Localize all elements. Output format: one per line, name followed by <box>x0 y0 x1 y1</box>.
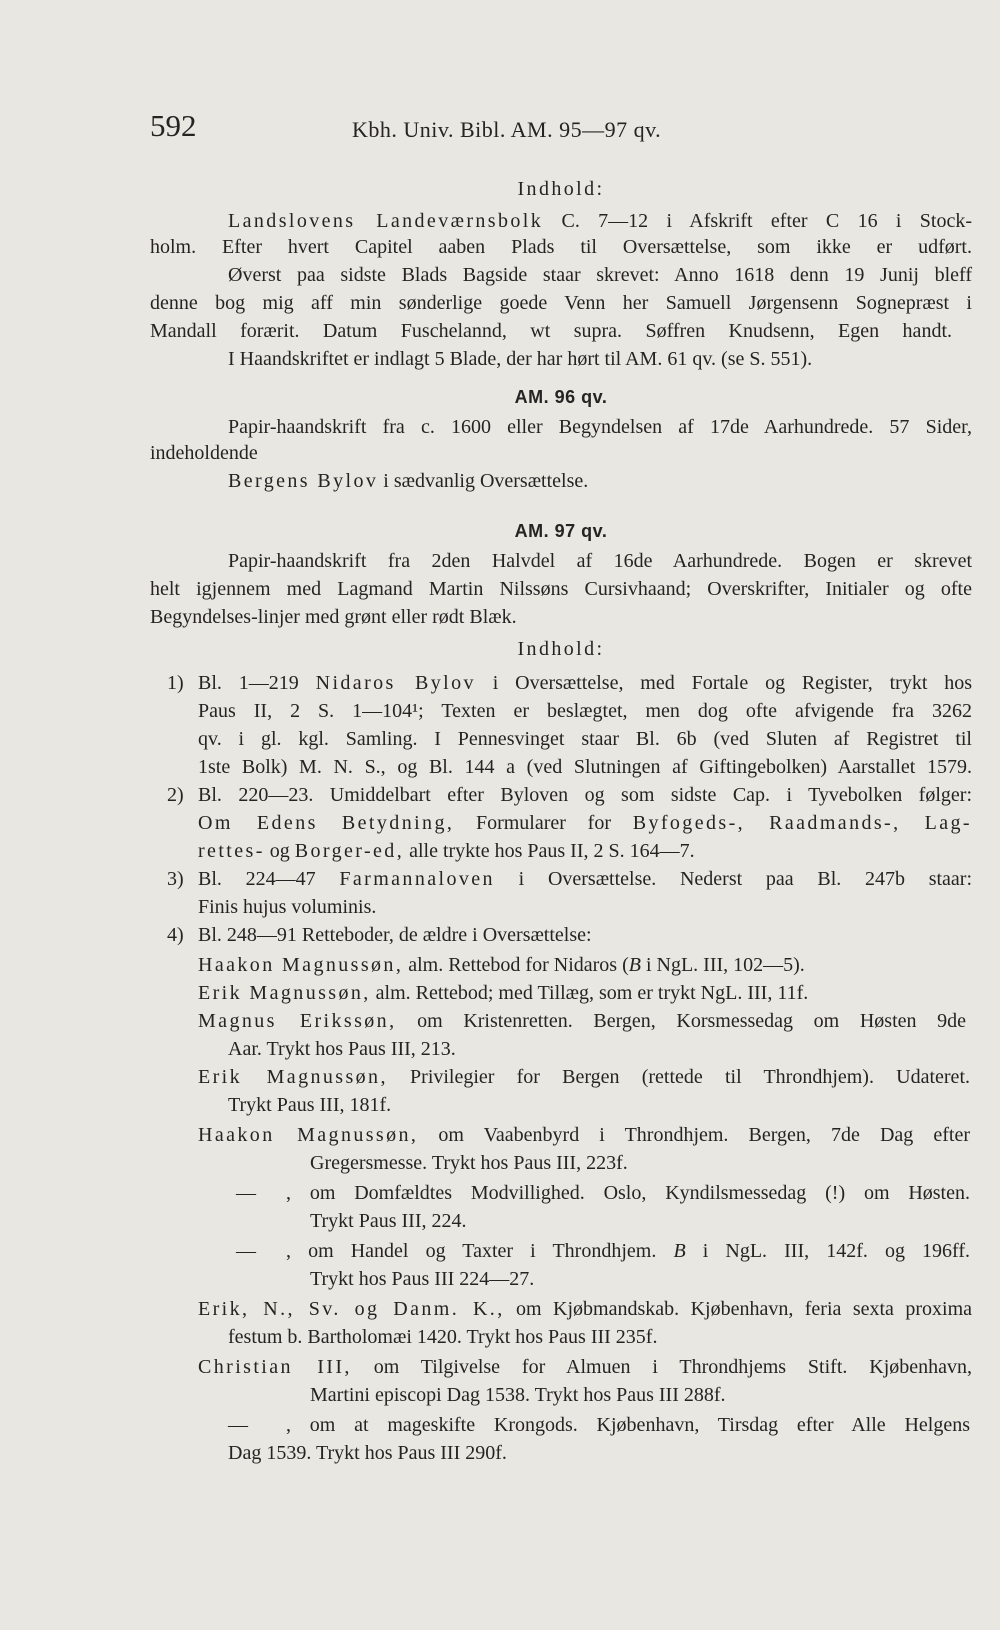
text-line <box>228 208 972 234</box>
text-line: Trykt hos Paus III 224—27. <box>310 1268 535 1290</box>
text-run: B <box>673 1240 686 1262</box>
text-run: om Tilgivelse for Almuen i Throndhjems Stift. Kjøbenhavn, <box>373 1356 973 1378</box>
work-title: Bergens Bylov <box>228 470 379 492</box>
ruler-name: Erik, N., Sv. og Danm. K., <box>198 1298 505 1320</box>
ditto-dash: — <box>228 1414 248 1436</box>
work-title: Landslovens Landeværnsbolk <box>228 210 544 232</box>
text-run: alm. Rettebod; med Tillæg, som er trykt NgL. III, 11f. <box>375 982 809 1004</box>
text-run: i Oversættelse. Nederst paa Bl. 247b staar: <box>518 868 972 890</box>
text-run: B <box>628 954 641 976</box>
text-line: Øverst paa sidste Blads Bagside staar skrevet: Anno 1618 denn 19 Junij bleff <box>228 264 972 286</box>
work-title: Om Edens Betydning, <box>198 812 455 834</box>
item-number: 1) <box>167 672 184 694</box>
ruler-name: Magnus Erikssøn, <box>198 1010 397 1032</box>
text-line: Trykt Paus III, 181f. <box>228 1094 392 1116</box>
text-line: Finis hujus voluminis. <box>198 896 377 918</box>
text-line: denne bog mig aff min sønderlige goede Venn her Samuell Jørgensenn Sognepræst i <box>150 292 972 314</box>
text-line: Trykt Paus III, 224. <box>310 1210 467 1232</box>
contents-heading: Indhold: <box>517 178 605 200</box>
ditto-dash: — <box>236 1182 256 1204</box>
work-title: rettes- <box>198 840 265 862</box>
text-run: C. 7—12 i Afskrift efter C 16 i Stock- <box>561 210 973 232</box>
text-line: I Haandskriftet er indlagt 5 Blade, der har hørt til AM. 61 qv. (se S. 551). <box>228 348 813 370</box>
text-line <box>198 810 972 836</box>
text-line: Paus II, 2 S. 1—104¹; Texten er beslægtet, men dog ofte afvigende fra 3262 <box>198 700 972 722</box>
ruler-name: Haakon Magnussøn, <box>198 954 404 976</box>
text-run: Bl. 224—47 <box>198 868 316 890</box>
text-line <box>286 1238 970 1264</box>
text-line: Begyndelses-linjer med grønt eller rødt Blæk. <box>150 606 517 628</box>
text-line: Papir-haandskrift fra c. 1600 eller Begyndelsen af 17de Aarhundrede. 57 Sider, <box>228 416 972 438</box>
text-line <box>198 670 972 696</box>
text-line: , om at mageskifte Krongods. Kjøbenhavn, Tirsdag efter Alle Helgens <box>286 1414 970 1436</box>
running-head: Kbh. Univ. Bibl. AM. 95—97 qv. <box>352 117 662 142</box>
text-line <box>228 468 1000 494</box>
text-run: i NgL. III, 142f. og 196ff. <box>702 1240 971 1262</box>
text-line: festum b. Bartholomæi 1420. Trykt hos Paus III 235f. <box>228 1326 658 1348</box>
work-title: Byfogeds-, Raadmands-, Lag- <box>632 812 972 834</box>
work-title: Farmannaloven <box>339 868 495 890</box>
text-line: Aar. Trykt hos Paus III, 213. <box>228 1038 456 1060</box>
text-run: og <box>269 840 290 862</box>
text-line: Dag 1539. Trykt hos Paus III 290f. <box>228 1442 507 1464</box>
text-line: Mandall forærit. Datum Fuschelannd, wt supra. Søffren Knudsenn, Egen handt. <box>150 320 952 342</box>
ruler-name: Erik Magnussøn, <box>198 982 371 1004</box>
text-line <box>198 838 1000 864</box>
text-line <box>198 952 1000 978</box>
item-number: 2) <box>167 784 184 806</box>
text-run: om Vaabenbyrd i Throndhjem. Bergen, 7de Dag efter <box>438 1124 970 1146</box>
work-title: Nidaros Bylov <box>315 672 476 694</box>
text-run: alle trykte hos Paus II, 2 S. 164—7. <box>409 840 695 862</box>
text-line: helt igjennem med Lagmand Martin Nilssøns Cursivhaand; Overskrifter, Initialer og ofte <box>150 578 972 600</box>
text-line: Papir-haandskrift fra 2den Halvdel af 16de Aarhundrede. Bogen er skrevet <box>228 550 972 572</box>
item-number: 3) <box>167 868 184 890</box>
text-line <box>198 866 972 892</box>
text-run: Formularer for <box>475 812 611 834</box>
text-line <box>198 1064 970 1090</box>
text-run: i Oversættelse, med Fortale og Register, trykt hos <box>492 672 973 694</box>
text-run: om Kjøbmandskab. Kjøbenhavn, feria sexta proxima <box>516 1298 973 1320</box>
section-heading: AM. 96 qv. <box>514 387 608 407</box>
work-title: Borger-ed, <box>294 840 405 862</box>
text-line: Martini episcopi Dag 1538. Trykt hos Paus III 288f. <box>310 1384 726 1406</box>
text-run: alm. Rettebod for Nidaros ( <box>408 954 629 976</box>
text-line <box>198 1354 972 1380</box>
text-run: om Kristenretten. Bergen, Korsmessedag om Høsten 9de <box>417 1010 967 1032</box>
text-run: i sædvanlig Oversættelse. <box>383 470 589 492</box>
text-line <box>198 1122 970 1148</box>
text-line: qv. i gl. kgl. Samling. I Pennesvinget staar Bl. 6b (ved Sluten af Registret til <box>198 728 972 750</box>
section-heading: AM. 97 qv. <box>514 521 608 541</box>
text-line: 1ste Bolk) M. N. S., og Bl. 144 a (ved Slutningen af Giftingebolken) Aarstallet 1579. <box>198 756 972 778</box>
contents-heading: Indhold: <box>517 638 605 660</box>
text-run: Bl. 1—219 <box>198 672 299 694</box>
text-run: i NgL. III, 102—5). <box>645 954 805 976</box>
text-run: , om Handel og Taxter i Throndhjem. <box>286 1240 657 1262</box>
text-line: Bl. 220—23. Umiddelbart efter Byloven og som sidste Cap. i Tyvebolken følger: <box>198 784 972 806</box>
item-number: 4) <box>167 924 184 946</box>
text-line: Bl. 248—91 Retteboder, de ældre i Oversættelse: <box>198 924 592 946</box>
ruler-name: Haakon Magnussøn, <box>198 1124 419 1146</box>
text-line <box>198 1008 966 1034</box>
text-line <box>198 980 1000 1006</box>
ruler-name: Christian III, <box>198 1356 352 1378</box>
ditto-dash: — <box>236 1240 256 1262</box>
text-line <box>198 1296 972 1322</box>
text-line: holm. Efter hvert Capitel aaben Plads til Oversættelse, som ikke er udført. <box>150 236 972 258</box>
text-run: Privilegier for Bergen (rettede til Throndhjem). Udateret. <box>410 1066 970 1088</box>
text-line: Gregersmesse. Trykt hos Paus III, 223f. <box>310 1152 628 1174</box>
page-number: 592 <box>150 108 197 143</box>
text-line: , om Domfældtes Modvillighed. Oslo, Kyndilsmessedag (!) om Høsten. <box>286 1182 970 1204</box>
ruler-name: Erik Magnussøn, <box>198 1066 388 1088</box>
text-line: indeholdende <box>150 442 258 464</box>
